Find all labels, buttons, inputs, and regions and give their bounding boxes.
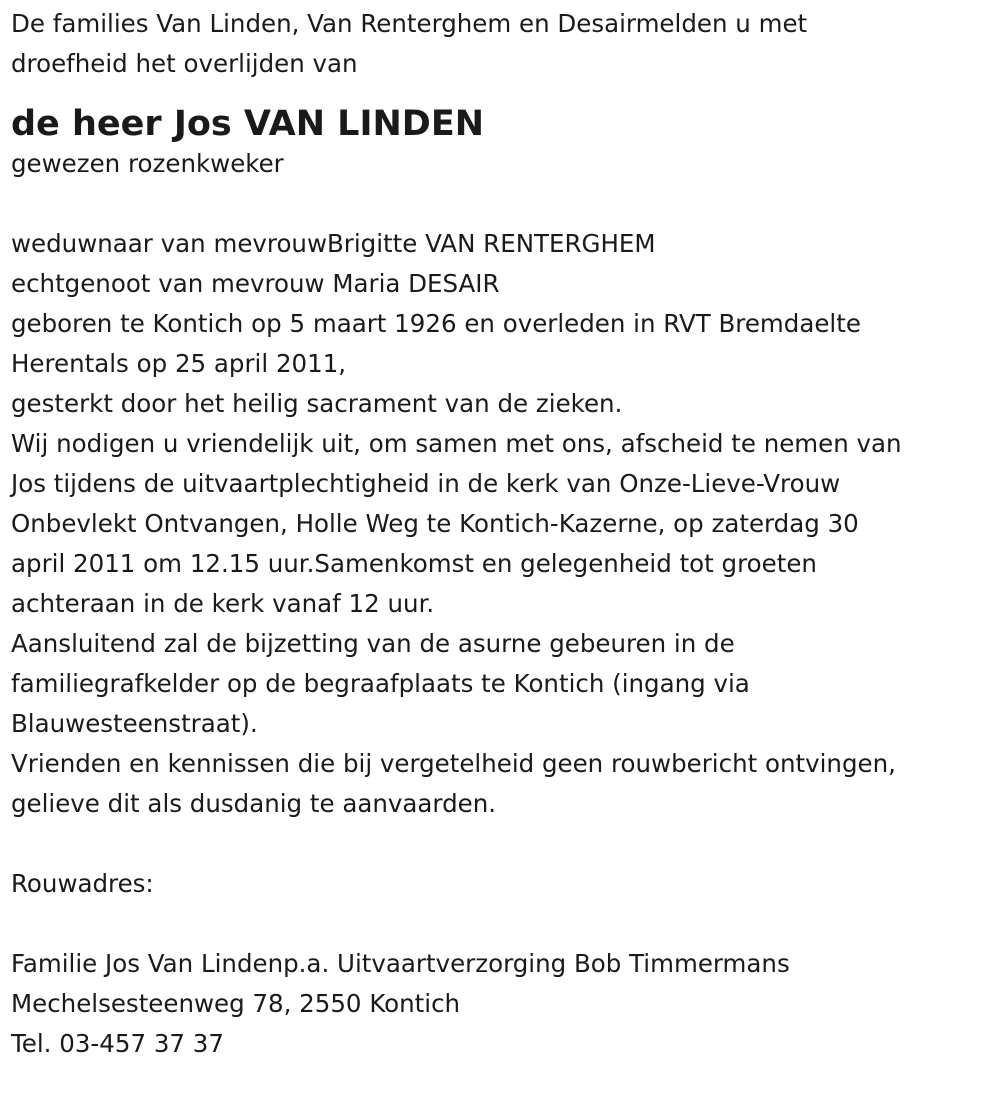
spacer (11, 904, 991, 944)
body-line: Aansluitend zal de bijzetting van de asurne gebeuren in de (11, 629, 735, 658)
address-line-1: Familie Jos Van Lindenp.a. Uitvaartverzorging Bob Timmermans (11, 949, 790, 978)
body-line: Wij nodigen u vriendelijk uit, om samen met ons, afscheid te nemen van (11, 429, 902, 458)
body-line: weduwnaar van mevrouwBrigitte VAN RENTERGHEM (11, 229, 656, 258)
body-line: gesterkt door het heilig sacrament van de zieken. (11, 389, 623, 418)
spacer (11, 184, 991, 224)
obituary-notice (11, 4, 991, 1064)
deceased-occupation: gewezen rozenkweker (11, 149, 284, 178)
body-line: april 2011 om 12.15 uur.Samenkomst en gelegenheid tot groeten (11, 549, 817, 578)
body-line: achteraan in de kerk vanaf 12 uur. (11, 589, 435, 618)
address-line-2: Mechelsesteenweg 78, 2550 Kontich (11, 989, 461, 1018)
body-line: geboren te Kontich op 5 maart 1926 en overleden in RVT Bremdaelte (11, 309, 861, 338)
deceased-name: de heer Jos VAN LINDEN (11, 104, 485, 144)
spacer (11, 824, 991, 864)
intro-line-2: droefheid het overlijden van (11, 49, 358, 78)
intro-line-1: De families Van Linden, Van Renterghem en Desairmelden u met (11, 9, 808, 38)
body-line: Blauwesteenstraat). (11, 709, 258, 738)
body-line: Herentals op 25 april 2011, (11, 349, 347, 378)
body-line: Jos tijdens de uitvaartplechtigheid in de kerk van Onze-Lieve-Vrouw (11, 469, 841, 498)
address-phone: Tel. 03-457 37 37 (11, 1029, 224, 1058)
body-line: Vrienden en kennissen die bij vergetelheid geen rouwbericht ontvingen, (11, 749, 896, 778)
body-line: Onbevlekt Ontvangen, Holle Weg te Kontich-Kazerne, op zaterdag 30 (11, 509, 859, 538)
address-label: Rouwadres: (11, 869, 154, 898)
body-line: gelieve dit als dusdanig te aanvaarden. (11, 789, 497, 818)
body-line: echtgenoot van mevrouw Maria DESAIR (11, 269, 500, 298)
body-line: familiegrafkelder op de begraafplaats te Kontich (ingang via (11, 669, 750, 698)
